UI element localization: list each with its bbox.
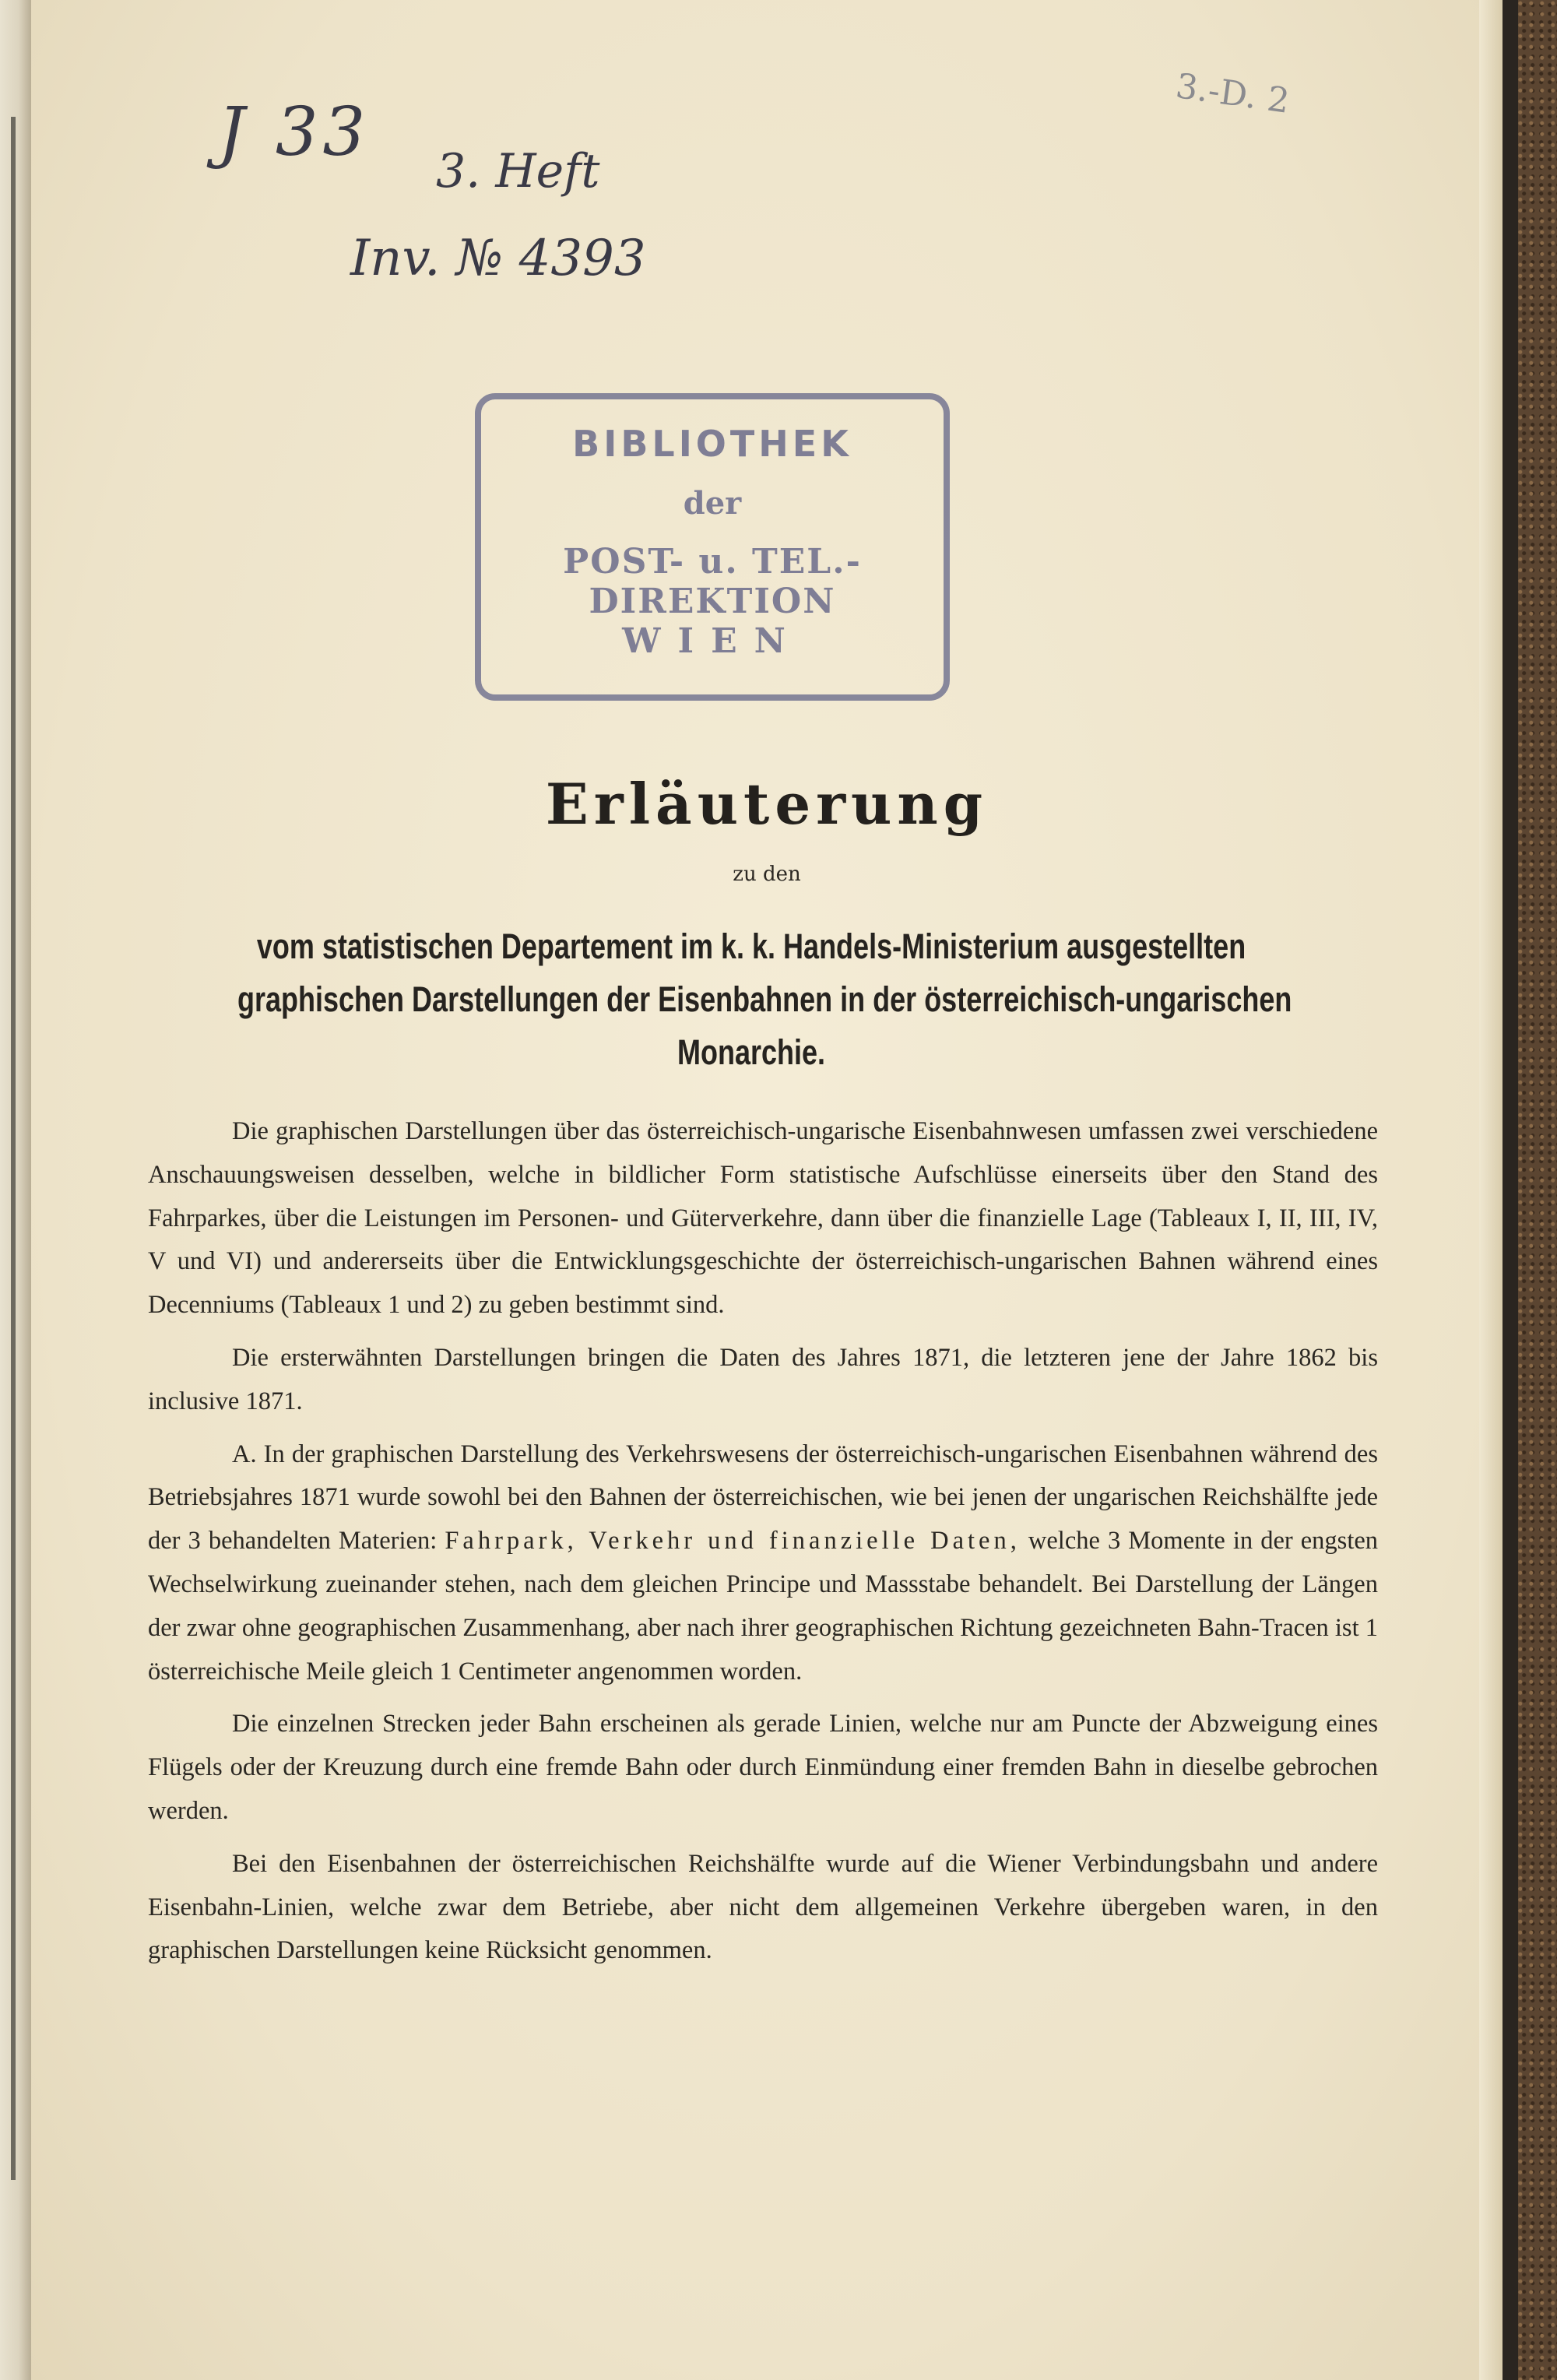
paragraph-5: Bei den Eisenbahnen der österreichischen Reichshälfte wurde auf die Wiener Verbindungsbahn und andere Eisenbahn-Linien, welche zwar dem Betriebe, aber nicht dem allgemeinen Verkehre übergeben waren, in den graphischen Darstellungen keine Rücksicht genommen. [148, 1849, 1378, 1965]
heading-line-1: vom statistischen Departement im k. k. Handels-Ministerium ausgestellten [256, 926, 1246, 966]
stamp-line-der: der [683, 485, 742, 522]
cover-edge [11, 117, 16, 2180]
page-gutter [1479, 0, 1503, 2380]
document-page [31, 0, 1503, 2380]
paragraph-3-spaced-emphasis: Fahrpark, Verkehr und finanzielle Daten, [445, 1527, 1021, 1556]
paragraph-3-part-b: welche 3 Momente in der engsten Wechselwirkung zueinander stehen, nach dem gleichen Principe und Massstabe behandelt. Bei Darstellung der Längen der zwar ohne geographischen Zusammenhang, aber nach ihrer geographischen Richtung gezeichneten Bahn-Tracen ist 1 österreichische Meile gleich 1 Centimeter angenommen worden. [148, 1527, 1379, 1686]
pencil-note: 3.-D. 2 [1173, 66, 1292, 121]
paragraph-3 [148, 1433, 1378, 1694]
book-cover-right [1518, 0, 1557, 2380]
heading-line-3: Monarchie. [677, 1032, 826, 1072]
handwritten-inventory-number: Inv. № 4393 [350, 230, 646, 287]
paragraph-3-part-a: A. In der graphischen Darstellung des Verkehrswesens der österreichisch-ungarischen Eisenbahnen während des Betriebsjahres 1871 wurde sowohl bei den Bahnen der österreichischen, wie bei jenen der ungarischen Reichshälfte jede der 3 behandelten Materien: [148, 1440, 1378, 1556]
handwritten-issue: 3. Heft [436, 144, 600, 199]
stamp-line-library: BIBLIOTHEK [572, 423, 852, 465]
document-subtitle: zu den [733, 863, 801, 886]
stamp-line-directorate: POST- u. TEL.-DIREKTION [563, 542, 862, 621]
body-text [148, 1110, 1378, 1982]
handwritten-shelfmark: J 33 [218, 93, 371, 171]
paragraph-4: Die einzelnen Strecken jeder Bahn erscheinen als gerade Linien, welche nur am Puncte der Abzweigung eines Flügels oder der Kreuzung durch eine fremde Bahn oder durch Einmündung einer fremden Bahn in dieselbe gebrochen werden. [148, 1710, 1378, 1825]
paragraph-2: Die ersterwähnten Darstellungen bringen die Daten des Jahres 1871, die letzteren jene der Jahre 1862 bis inclusive 1871. [148, 1343, 1378, 1415]
paragraph-1: Die graphischen Darstellungen über das österreichisch-ungarische Eisenbahnwesen umfassen zwei verschiedene Anschauungsweisen desselben, welche in bildlicher Form statistische Aufschlüsse einerseits über den Stand des Fahrparkes, über die Leistungen im Personen- und Güterverkehre, dann über die finanzielle Lage (Tableaux I, II, III, IV, V und VI) und andererseits über die Entwicklungsgeschichte der österreichisch-ungarischen Bahnen während eines Decenniums (Tableaux 1 und 2) zu geben bestimmt sind. [148, 1117, 1378, 1320]
document-title: Erläuterung [545, 771, 989, 837]
library-stamp [475, 393, 950, 701]
book-cover-left [0, 0, 31, 2380]
stamp-line-city: WIEN [622, 621, 803, 661]
heading-line-2: graphischen Darstellungen der Eisenbahnen in der österreichisch-ungarischen [237, 979, 1292, 1019]
